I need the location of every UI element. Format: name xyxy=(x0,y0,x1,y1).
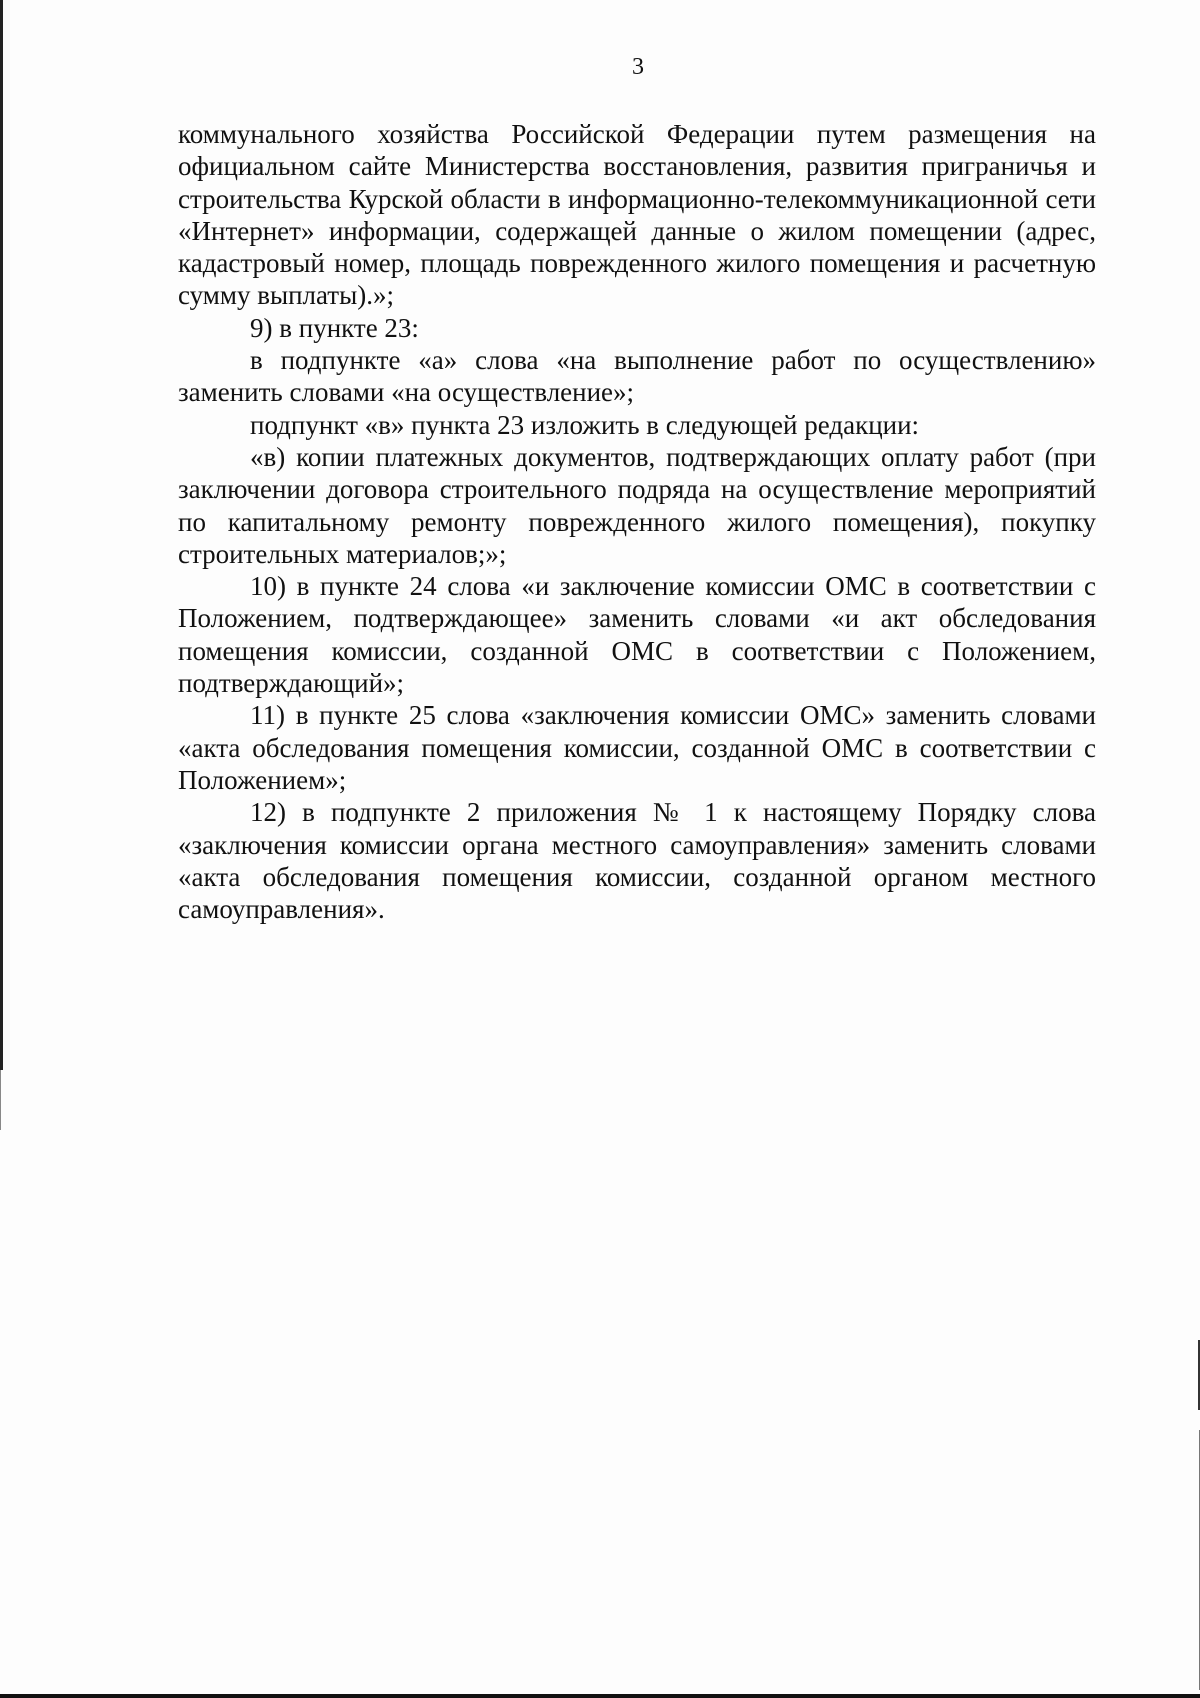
paragraph-item-9: 9) в пункте 23: xyxy=(250,312,419,343)
scan-edge-bottom xyxy=(0,1694,1200,1698)
document-body xyxy=(178,118,1096,925)
page-number: 3 xyxy=(632,54,644,80)
paragraph-subitem-v-intro: подпункт «в» пункта 23 изложить в следующей редакции: xyxy=(250,409,920,440)
paragraph-subitem-v-text: «в) копии платежных документов, подтверждающих оплату работ (при заключении договора строительного подряда на осуществление мероприятий по капитальному ремонту поврежденного жилого помещения), покупку строительных материалов;»; xyxy=(178,441,1096,569)
paragraph-subitem-a: в подпункте «а» слова «на выполнение работ по осуществлению» заменить словами «на осуществление»; xyxy=(178,345,1096,408)
paragraph-item-11: 11) в пункте 25 слова «заключения комиссии ОМС» заменить словами «акта обследования помещения комиссии, созданной ОМС в соответствии с Положением»; xyxy=(178,700,1096,795)
paragraph-item-10: 10) в пункте 24 слова «и заключение комиссии ОМС в соответствии с Положением, подтверждающее» заменить словами «и акт обследования помещения комиссии, созданной ОМС в соответствии с Положением, подтверждающий»; xyxy=(178,571,1096,699)
paragraph-item-12: 12) в подпункте 2 приложения № 1 к настоящему Порядку слова «заключения комиссии органа местного самоуправления» заменить словами «акта обследования помещения комиссии, созданной органом местного самоуправления». xyxy=(178,797,1096,925)
scan-edge-left xyxy=(0,0,3,1070)
paragraph-continuation: коммунального хозяйства Российской Федерации путем размещения на официальном сайте Министерства восстановления, развития приграничья и строительства Курской области в информационно-телекоммуникационной сети «Интернет» информации, содержащей данные о жилом помещении (адрес, кадастровый номер, площадь поврежденного жилого помещения и расчетную сумму выплаты).»; xyxy=(178,119,1096,311)
scan-edge-left-lower xyxy=(0,1070,1,1130)
